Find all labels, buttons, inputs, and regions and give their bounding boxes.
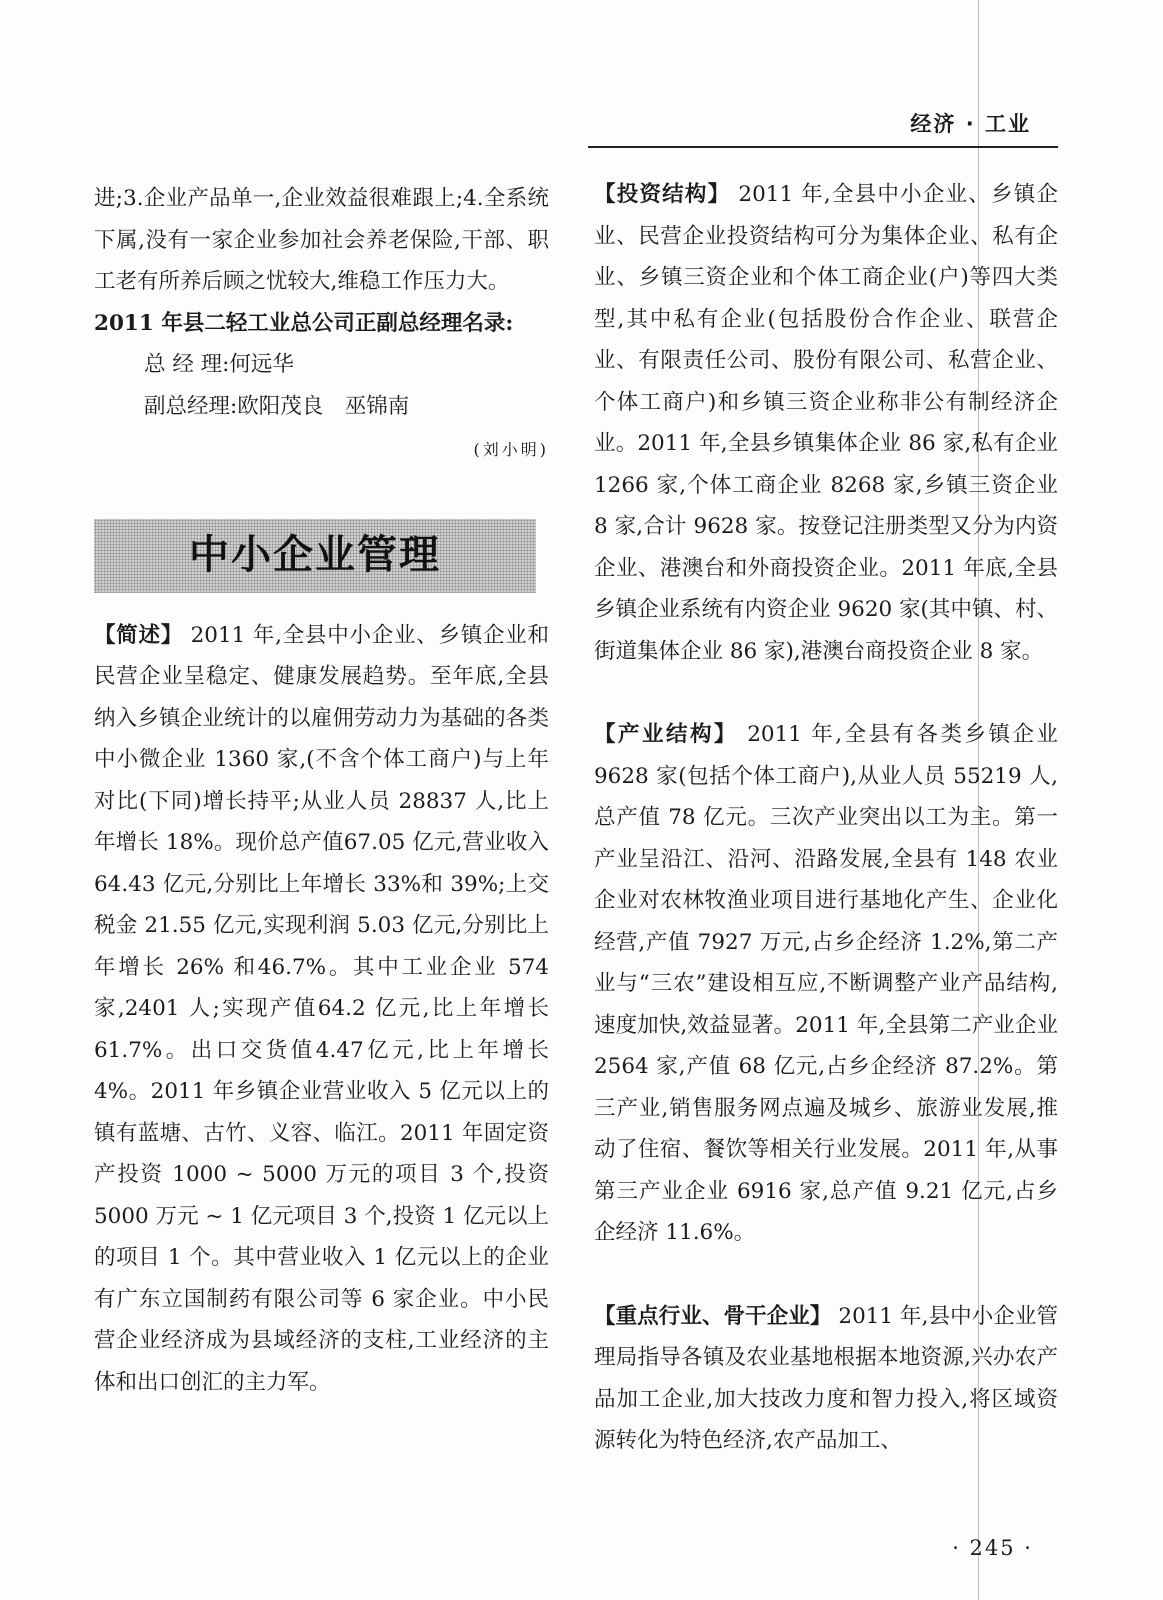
- industry-text: 2011 年,全县有各类乡镇企业 9628 家(包括个体工商户),从业人员 55219 人,总产值 78 亿元。三次产业突出以工为主。第一产业呈沿江、沿河、沿路发展,全县有 148 农业企业对农林牧渔业项目进行基地化产生、企业化经营,产值 7927 万元,占乡企经济 1.2%,第二产业与“三农”建设相互应,不断调整产业产品结构,速度加快,效益显著。2011 年,全县第二产业企业 2564 家,产值 68 亿元,占乡企经济 87.2%。第三产业,销售服务网点遍及城乡、旅游业发展,推动了住宿、餐饮等相关行业发展。2011 年,从事第三产业企业 6916 家,总产值 9.21 亿元,占乡企经济 11.6%。: [594, 722, 1058, 1245]
- roster-title: 2011 年县二轻工业总公司正副总经理名录:: [94, 310, 514, 336]
- summary-text: 2011 年,全县中小企业、乡镇企业和民营企业呈稳定、健康发展趋势。至年底,全县纳入乡镇企业统计的以雇佣劳动力为基础的各类中小微企业 1360 家,(不含个体工商户)与上年对比(下同)增长持平;从业人员 28837 人,比上年增长 18%。现价总产值67.05 亿元,营业收入 64.43 亿元,分别比上年增长 33%和 39%;上交税金 21.55 亿元,实现利润 5.03 亿元,分别比上年增长 26% 和46.7%。其中工业企业 574 家,2401 人;实现产值64.2 亿元,比上年增长 61.7%。出口交货值4.47亿元,比上年增长 4%。2011 年乡镇企业营业收入 5 亿元以上的镇有蓝塘、古竹、义容、临江。2011 年固定资产投资 1000 ~ 5000 万元的项目 3 个,投资 5000 万元 ~ 1 亿元项目 3 个,投资 1 亿元以上的项目 1 个。其中营业收入 1 亿元以上的企业有广东立国制药有限公司等 6 家企业。中小民营企业经济成为县域经济的支柱,工业经济的主体和出口创汇的主力军。: [94, 622, 549, 1395]
- key-industry-tag: 【重点行业、骨干企业】: [594, 1303, 832, 1329]
- running-header: 经济 · 工业: [910, 112, 1031, 136]
- summary-paragraph: [94, 615, 549, 1404]
- investment-text: 2011 年,全县中小企业、乡镇企业、民营企业投资结构可分为集体企业、私有企业、乡镇三资企业和个体工商企业(户)等四大类型,其中私有企业(包括股份合作企业、联营企业、有限责任公司、股份有限公司、私营企业、个体工商户)和乡镇三资企业称非公有制经济企业。2011 年,全县乡镇集体企业 86 家,私有企业 1266 家,个体工商企业 8268 家,乡镇三资企业 8 家,合计 9628 家。按登记注册类型又分为内资企业、港澳台和外商投资企业。2011 年底,全县乡镇企业系统有内资企业 9620 家(其中镇、村、街道集体企业 86 家),港澳台商投资企业 8 家。: [594, 182, 1058, 664]
- left-column: [94, 178, 549, 1403]
- section-title: 中小企业管理: [189, 531, 441, 578]
- continued-paragraph: 进;3.企业产品单一,企业效益很难跟上;4.全系统下属,没有一家企业参加社会养老保险,干部、职工老有所养后顾之忧较大,维稳工作压力大。: [94, 186, 549, 294]
- investment-tag: 【投资结构】: [594, 182, 731, 207]
- section-banner: [94, 519, 536, 593]
- author-signature: (刘小明): [473, 440, 549, 459]
- general-manager-line: 总 经 理:何远华: [144, 352, 294, 377]
- key-industry-text: 2011 年,县中小企业管理局指导各镇及农业基地根据本地资源,兴办农产品加工企业,加大技改力度和智力投入,将区域资源转化为特色经济,农产品加工、: [594, 1303, 1058, 1453]
- page-number: · 245 ·: [952, 1536, 1033, 1560]
- key-industry-paragraph: [594, 1296, 1058, 1462]
- deputy-manager-line: 副总经理:欧阳茂良 巫锦南: [144, 393, 410, 419]
- industry-paragraph: [594, 714, 1058, 1254]
- investment-paragraph: [594, 174, 1058, 672]
- industry-tag: 【产业结构】: [594, 722, 738, 747]
- header-rule: [588, 146, 1058, 148]
- right-column: [594, 174, 1058, 1462]
- summary-tag: 【简述】: [94, 622, 184, 648]
